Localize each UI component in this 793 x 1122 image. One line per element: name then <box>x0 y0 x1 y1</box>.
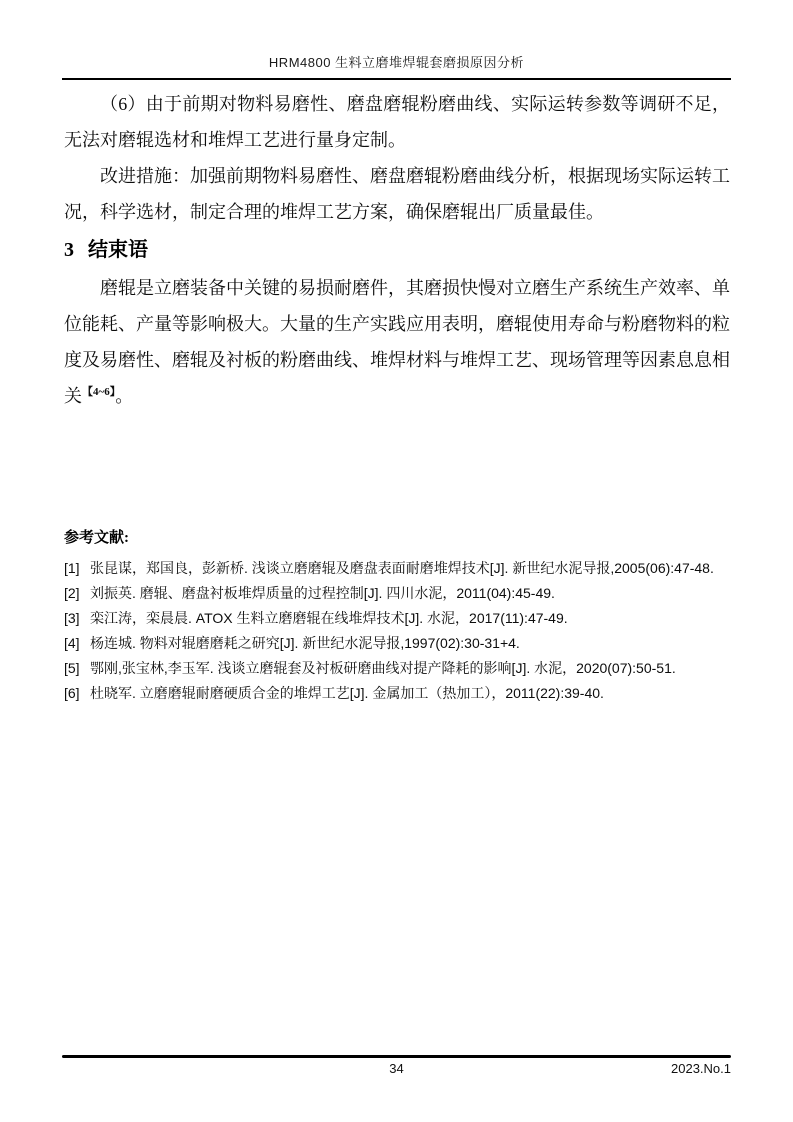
reference-item <box>64 681 732 706</box>
paragraph-point-6: （6）由于前期对物料易磨性、磨盘磨辊粉磨曲线、实际运转参数等调研不足，无法对磨辊选材和堆焊工艺进行量身定制。 <box>64 94 730 150</box>
section-number: 3 <box>64 239 74 261</box>
reference-item <box>64 631 732 656</box>
reference-item <box>64 556 732 581</box>
reference-text: 刘振英. 磨辊、磨盘衬板堆焊质量的过程控制[J]. 四川水泥，2011(04):45-49. <box>90 585 555 601</box>
reference-marker: [6] <box>64 685 80 701</box>
reference-text: 杨连城. 物料对辊磨磨耗之研究[J]. 新世纪水泥导报,1997(02):30-31+4. <box>90 635 520 651</box>
running-head-title: HRM4800 生料立磨堆焊辊套磨损原因分析 <box>268 55 525 70</box>
conclusion-text: 磨辊是立磨装备中关键的易损耐磨件，其磨损快慢对立磨生产系统生产效率、单位能耗、产量等影响极大。大量的生产实践应用表明，磨辊使用寿命与粉磨物料的粒度及易磨性、磨辊及衬板的粉磨曲线、堆焊材料与堆焊工艺、现场管理等因素息息相关 <box>64 278 730 406</box>
paragraph-improvement-measures: 改进措施：加强前期物料易磨性、磨盘磨辊粉磨曲线分析，根据现场实际运转工况，科学选材，制定合理的堆焊工艺方案，确保磨辊出厂质量最佳。 <box>64 166 730 222</box>
reference-text: 栾江涛，栾晨晨. ATOX 生料立磨磨辊在线堆焊技术[J]. 水泥，2017(11):47-49. <box>90 610 568 626</box>
reference-marker: [1] <box>64 560 80 576</box>
reference-item <box>64 606 732 631</box>
header-divider <box>62 78 731 80</box>
footer-divider <box>62 1055 731 1058</box>
article-body <box>64 86 730 414</box>
citation-superscript: 【4~6】 <box>82 386 116 398</box>
references-heading: 参考文献: <box>64 530 129 546</box>
reference-marker: [5] <box>64 660 80 676</box>
references-section <box>64 524 732 706</box>
reference-text: 张昆谋，郑国良，彭新桥. 浅谈立磨磨辊及磨盘表面耐磨堆焊技术[J]. 新世纪水泥导报,2005(06):47-48. <box>90 560 714 576</box>
section-title: 结束语 <box>88 239 148 261</box>
reference-marker: [3] <box>64 610 80 626</box>
section-heading-conclusion <box>64 230 730 270</box>
reference-marker: [4] <box>64 635 80 651</box>
reference-text: 鄂刚,张宝林,李玉军. 浅谈立磨辊套及衬板研磨曲线对提产降耗的影响[J]. 水泥，2020(07):50-51. <box>90 660 676 676</box>
issue-label: 2023.No.1 <box>671 1061 731 1076</box>
reference-item <box>64 656 732 681</box>
reference-text: 杜晓军. 立磨磨辊耐磨硬质合金的堆焊工艺[J]. 金属加工（热加工），2011(22):39-40. <box>90 685 604 701</box>
page-number: 34 <box>389 1061 404 1076</box>
conclusion-paragraph <box>64 270 730 414</box>
reference-item <box>64 581 732 606</box>
reference-marker: [2] <box>64 585 80 601</box>
conclusion-period: 。 <box>115 386 134 406</box>
